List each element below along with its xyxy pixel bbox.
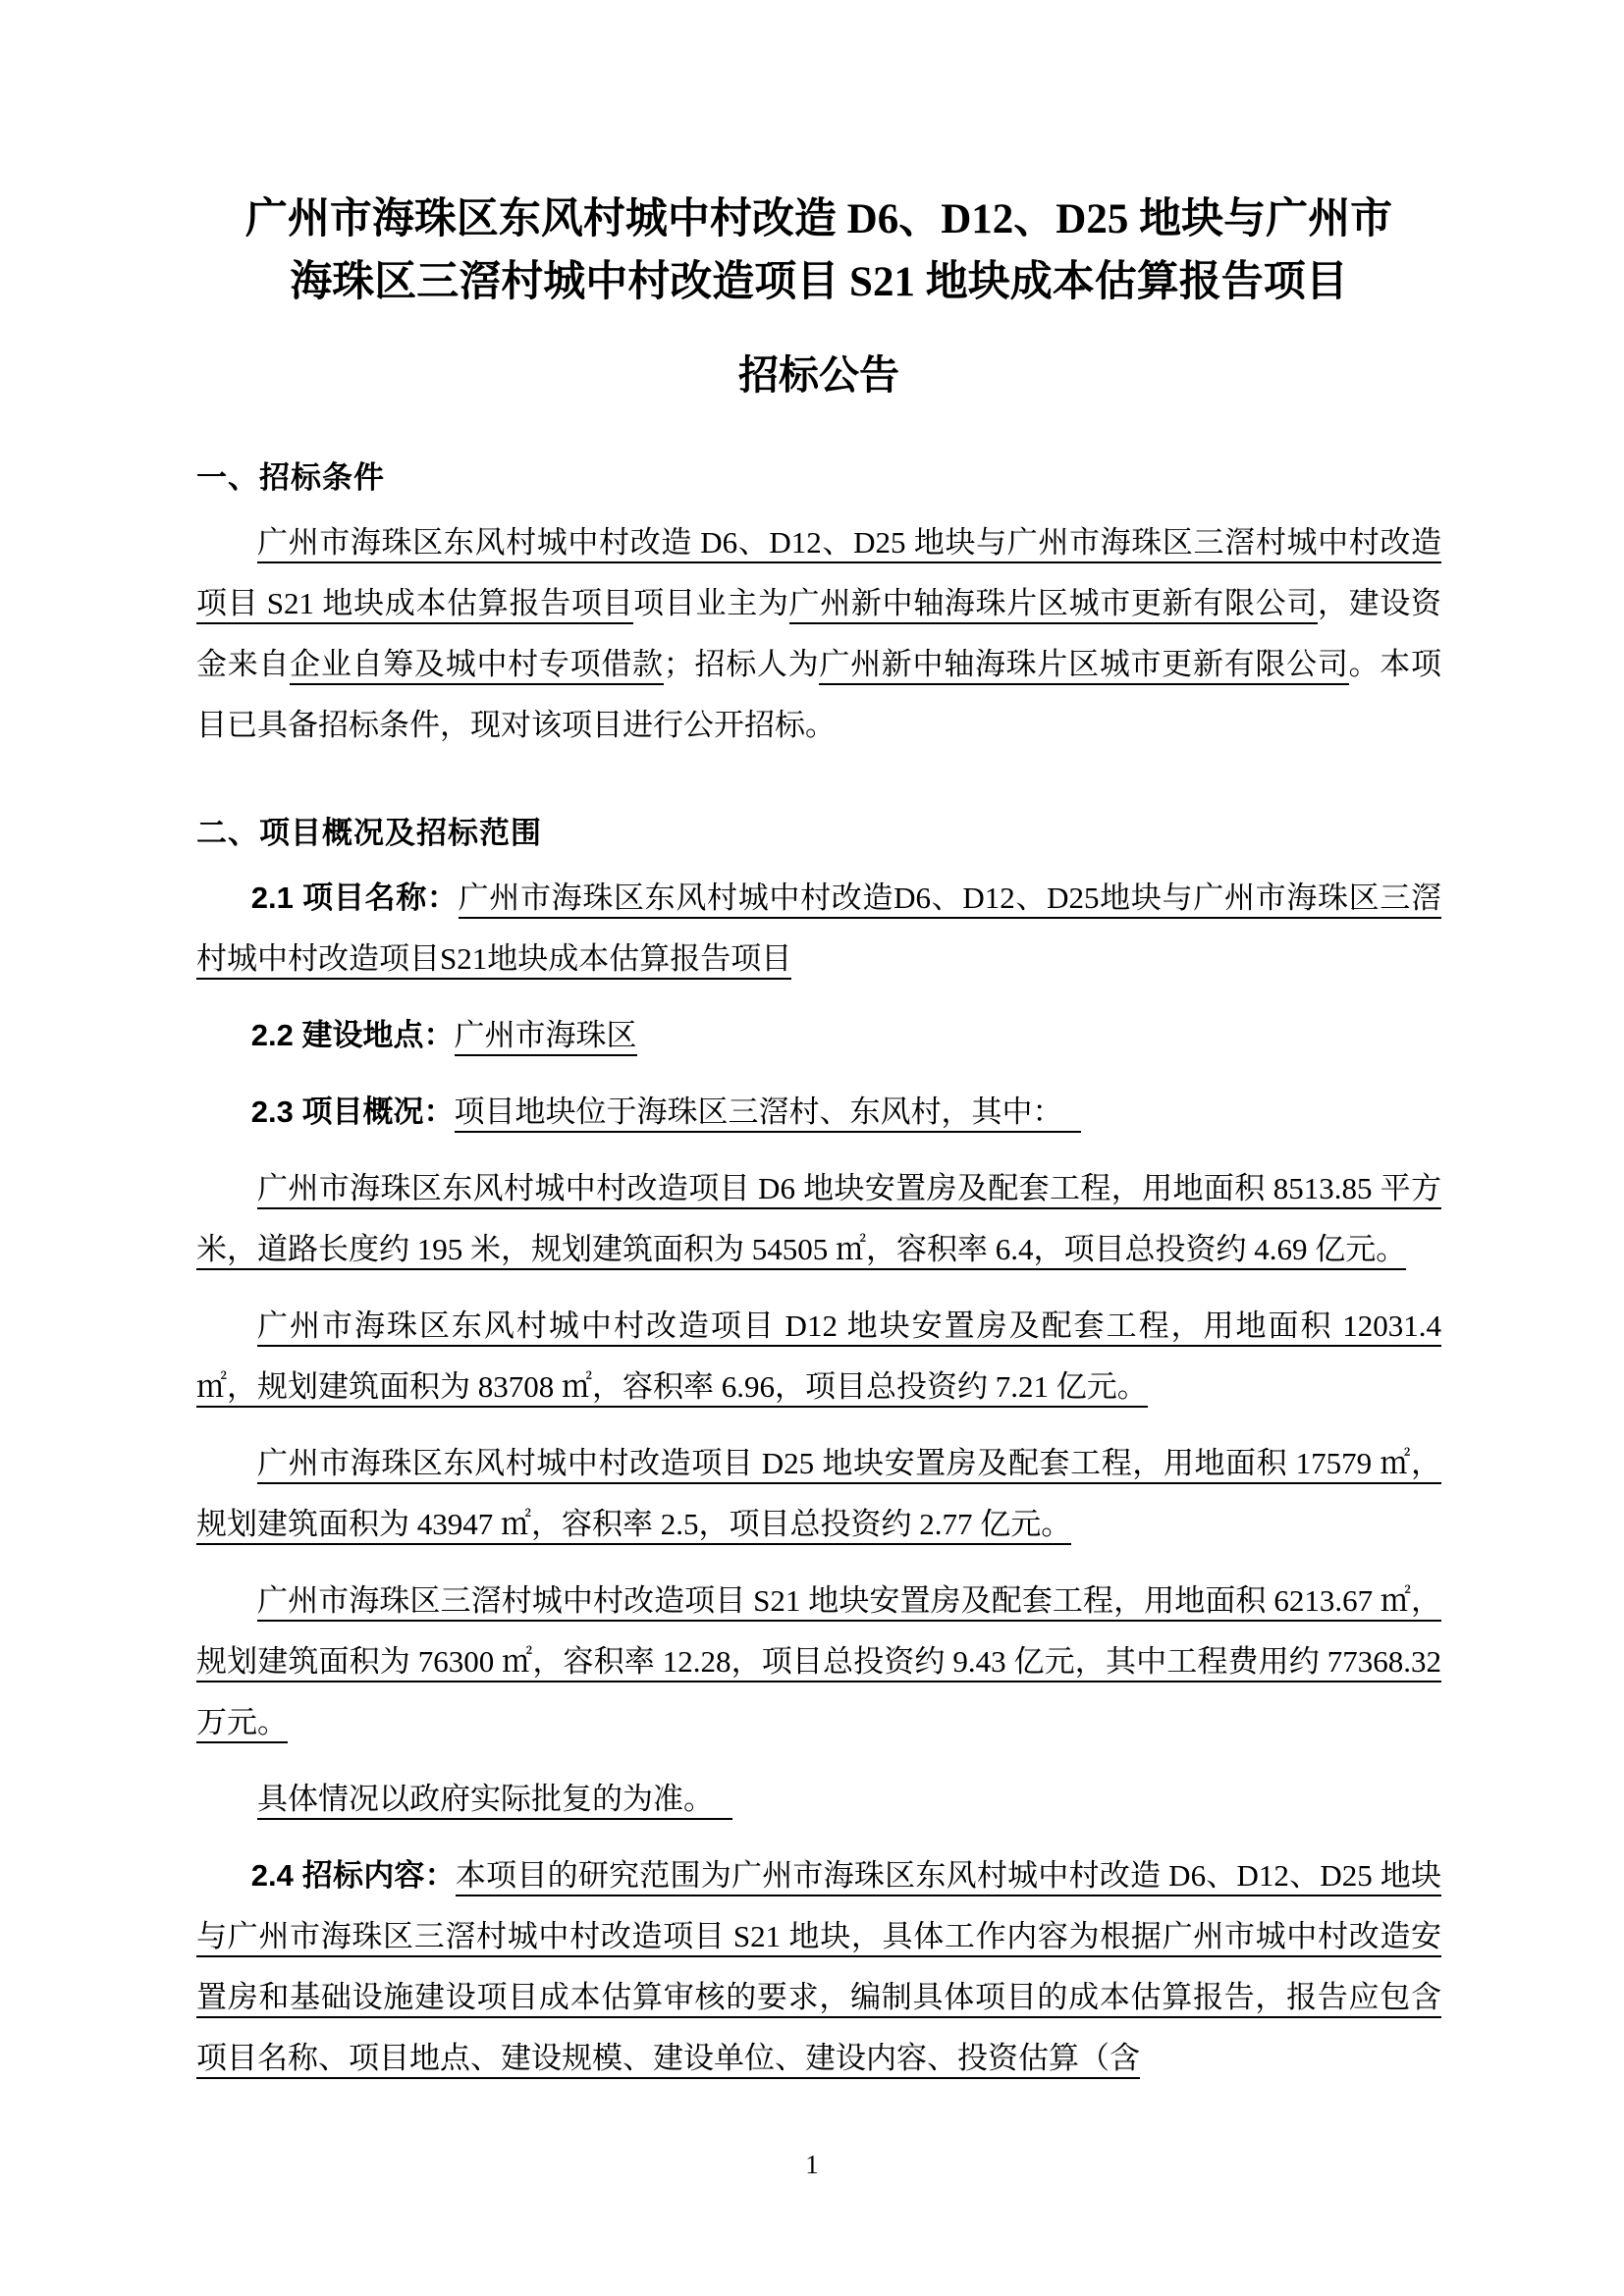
approval-note-paragraph bbox=[196, 1769, 1441, 1830]
plot-d6-text: 广州市海珠区东风村城中村改造项目 D6 地块安置房及配套工程，用地面积 8513.85 平方米，道路长度约 195 米，规划建筑面积为 54505 ㎡，容积率 6.4，项目总投资约 4.69 亿元。 bbox=[196, 1171, 1441, 1270]
document-title-line-2: 海珠区三滘村城中村改造项目 S21 地块成本估算报告项目 bbox=[290, 259, 1348, 305]
funds-lead-text: ，建设资金来自 bbox=[196, 586, 1442, 681]
document-title-line-1: 广州市海珠区东风村城中村改造 D6、D12、D25 地块与广州市 bbox=[244, 196, 1393, 242]
document-subtitle: 招标公告 bbox=[738, 352, 899, 398]
section-1-heading: 一、招标条件 bbox=[196, 460, 385, 495]
funds-source-text: 企业自筹及城中村专项借款 bbox=[290, 647, 664, 685]
item-2-1-project-name bbox=[196, 868, 1441, 989]
owner-name-text: 广州新中轴海珠片区城市更新有限公司 bbox=[789, 586, 1318, 624]
document-title bbox=[196, 188, 1441, 314]
item-2-4-value: 本项目的研究范围为广州市海珠区东风村城中村改造 D6、D12、D25 地块与广州市海珠区三滘村城中村改造项目 S21 地块，具体工作内容为根据广州市城中村改造安置房和基础设施建设项目成本估算审核的要求，编制具体项目的成本估算报告，报告应包含项目名称、项目地点、建设规模、建设单位、建设内容、投资估算（含 bbox=[196, 1858, 1441, 2079]
approval-note-text: 具体情况以政府实际批复的为准。 bbox=[257, 1782, 732, 1820]
item-2-2-value: 广州市海珠区 bbox=[455, 1018, 637, 1056]
plot-d12-paragraph bbox=[196, 1296, 1441, 1417]
item-2-3-overview bbox=[196, 1082, 1441, 1143]
item-2-2-location bbox=[196, 1005, 1441, 1066]
owner-lead-text: 项目业主为 bbox=[633, 586, 789, 620]
plot-d12-text: 广州市海珠区东风村城中村改造项目 D12 地块安置房及配套工程，用地面积 12031.4 ㎡，规划建筑面积为 83708 ㎡，容积率 6.96，项目总投资约 7.21 亿元。 bbox=[196, 1308, 1441, 1408]
item-2-4-content bbox=[196, 1845, 1441, 2089]
item-2-1-label: 2.1 项目名称： bbox=[250, 881, 459, 915]
plot-d25-text: 广州市海珠区东风村城中村改造项目 D25 地块安置房及配套工程，用地面积 17579 ㎡，规划建筑面积为 43947 ㎡，容积率 2.5，项目总投资约 2.77 亿元。 bbox=[196, 1446, 1441, 1545]
plot-d25-paragraph bbox=[196, 1433, 1441, 1555]
page-number: 1 bbox=[805, 2150, 819, 2179]
plot-s21-paragraph bbox=[196, 1571, 1441, 1753]
tenderee-lead-text: ；招标人为 bbox=[663, 647, 820, 681]
item-2-2-label: 2.2 建设地点： bbox=[250, 1018, 455, 1052]
item-2-3-value: 项目地块位于海珠区三滘村、东风村，其中： bbox=[455, 1095, 1082, 1133]
closing-text: 。本项目已具备招标条件，现对该项目进行公开招标。 bbox=[196, 647, 1442, 742]
item-2-3-label: 2.3 项目概况： bbox=[250, 1095, 455, 1129]
tenderee-name-text: 广州新中轴海珠片区城市更新有限公司 bbox=[819, 647, 1348, 685]
item-2-4-label: 2.4 招标内容： bbox=[250, 1858, 456, 1893]
project-name-text: 广州市海珠区东风村城中村改造 D6、D12、D25 地块与广州市海珠区三滘村城中村改造项目 S21 地块成本估算报告项目 bbox=[196, 525, 1441, 624]
item-2-1-value: 广州市海珠区东风村城中村改造D6、D12、D25地块与广州市海珠区三滘村城中村改造项目S21地块成本估算报告项目 bbox=[196, 881, 1441, 980]
plot-s21-text: 广州市海珠区三滘村城中村改造项目 S21 地块安置房及配套工程，用地面积 6213.67 ㎡，规划建筑面积为 76300 ㎡，容积率 12.28，项目总投资约 9.43 亿元，其中工程费用约 77368.32 万元。 bbox=[196, 1583, 1441, 1743]
section-2-heading: 二、项目概况及招标范围 bbox=[196, 816, 542, 850]
plot-d6-paragraph bbox=[196, 1158, 1441, 1280]
bidding-conditions-paragraph bbox=[196, 512, 1441, 756]
